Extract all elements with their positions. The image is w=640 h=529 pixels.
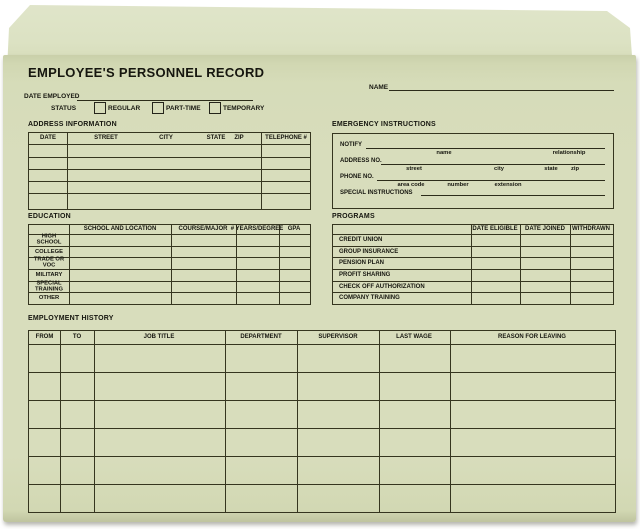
notify-relationship-sublabel: relationship: [552, 150, 586, 156]
status-option-part-time: PART-TIME: [166, 105, 201, 112]
table-divider: [29, 193, 310, 194]
table-divider: [29, 428, 615, 429]
zip-sublabel: zip: [570, 166, 580, 172]
emergency-instructions-title: EMERGENCY INSTRUCTIONS: [332, 121, 436, 128]
table-divider: [29, 234, 310, 235]
table-divider: [333, 246, 613, 247]
table-divider: [29, 257, 310, 258]
table-divider: [29, 344, 615, 345]
employment-col-job-title: JOB TITLE: [143, 334, 175, 340]
education-row-special-training: SPECIAL TRAINING: [34, 280, 64, 293]
programs-title: PROGRAMS: [332, 213, 375, 220]
education-col-years: # YEARS/DEGREE: [230, 226, 284, 232]
table-divider: [29, 181, 310, 182]
phone-no-label: PHONE NO.: [340, 174, 374, 180]
status-checkbox-temporary: [209, 102, 221, 114]
special-instructions-fill-line: [421, 195, 605, 196]
employment-history-title: EMPLOYMENT HISTORY: [28, 315, 114, 322]
notify-name-sublabel: name: [436, 150, 452, 156]
table-divider: [333, 234, 613, 235]
employment-col-department: DEPARTMENT: [240, 334, 282, 340]
phone-no-fill-line: [377, 180, 605, 181]
status-label: STATUS: [51, 105, 77, 112]
programs-row-pension-plan: PENSION PLAN: [339, 260, 385, 266]
table-divider: [333, 281, 613, 282]
address-col-date: DATE: [40, 135, 56, 141]
education-row-trade-or-voc: TRADE OR VOC: [33, 256, 65, 269]
table-divider: [333, 292, 613, 293]
table-divider: [29, 169, 310, 170]
education-row-college: COLLEGE: [34, 248, 64, 255]
table-divider: [333, 257, 613, 258]
table-divider: [29, 157, 310, 158]
table-divider: [333, 269, 613, 270]
city-sublabel: city: [494, 166, 504, 172]
notify-label: NOTIFY: [340, 142, 362, 148]
table-divider: [29, 372, 615, 373]
status-checkbox-part-time: [152, 102, 164, 114]
table-divider: [29, 269, 310, 270]
address-no-fill-line: [381, 164, 605, 165]
name-fill-line: [389, 90, 614, 91]
employment-col-to: TO: [72, 334, 82, 340]
table-divider: [29, 246, 310, 247]
programs-row-check-off-authorization: CHECK OFF AUTHORIZATION: [339, 283, 425, 290]
employment-col-from: FROM: [35, 334, 54, 340]
table-divider: [29, 292, 310, 293]
table-divider: [29, 400, 615, 401]
notify-fill-line: [366, 148, 605, 149]
name-label: NAME: [369, 84, 389, 91]
street-sublabel: street: [406, 166, 422, 172]
programs-col-withdrawn: WITHDRAWN: [572, 226, 610, 232]
address-no-label: ADDRESS NO.: [340, 158, 382, 164]
programs-col-date-joined: DATE JOINED: [525, 226, 565, 232]
programs-row-credit-union: CREDIT UNION: [339, 237, 383, 243]
programs-row-profit-sharing: PROFIT SHARING: [339, 272, 391, 278]
status-checkbox-regular: [94, 102, 106, 114]
table-divider: [29, 484, 615, 485]
education-row-military: MILITARY: [35, 271, 63, 278]
state-sublabel: state: [544, 166, 558, 172]
education-row-high-school: HIGH SCHOOL: [36, 233, 62, 246]
education-col-school: SCHOOL AND LOCATION: [83, 226, 157, 232]
education-row-other: OTHER: [38, 294, 60, 301]
address-col-street: STREET: [94, 135, 118, 141]
special-instructions-label: SPECIAL INSTRUCTIONS: [340, 190, 413, 196]
education-table: [28, 224, 311, 305]
address-col-telephone: TELEPHONE #: [265, 135, 307, 141]
address-information-title: ADDRESS INFORMATION: [28, 121, 117, 128]
status-option-regular: REGULAR: [108, 105, 141, 112]
table-divider: [29, 456, 615, 457]
employment-history-table: [28, 330, 616, 513]
employment-col-reason-for-leaving: REASON FOR LEAVING: [498, 334, 566, 340]
status-option-temporary: TEMPORARY: [223, 105, 265, 112]
address-col-city: CITY: [159, 135, 173, 141]
date-employed-fill-line: [77, 100, 253, 101]
programs-table: [332, 224, 614, 305]
table-divider: [29, 144, 310, 145]
extension-sublabel: extension: [494, 182, 522, 188]
education-title: EDUCATION: [28, 213, 71, 220]
address-information-table: [28, 132, 311, 210]
employment-col-last-wage: LAST WAGE: [396, 334, 432, 340]
employment-col-supervisor: SUPERVISOR: [318, 334, 358, 340]
education-col-gpa: GPA: [287, 226, 301, 232]
form-title: EMPLOYEE'S PERSONNEL RECORD: [28, 65, 265, 80]
date-employed-label: DATE EMPLOYED: [24, 93, 80, 100]
programs-col-date-eligible: DATE ELIGIBLE: [472, 226, 518, 232]
table-divider: [29, 281, 310, 282]
education-col-course: COURSE/MAJOR: [178, 226, 228, 232]
programs-row-company-training: COMPANY TRAINING: [339, 295, 400, 301]
address-col-state: STATE: [206, 135, 226, 141]
address-col-zip: ZIP: [234, 135, 244, 141]
emergency-instructions-box: [332, 133, 614, 209]
area-code-sublabel: area code: [397, 182, 425, 188]
programs-row-group-insurance: GROUP INSURANCE: [339, 248, 399, 255]
number-sublabel: number: [447, 182, 469, 188]
